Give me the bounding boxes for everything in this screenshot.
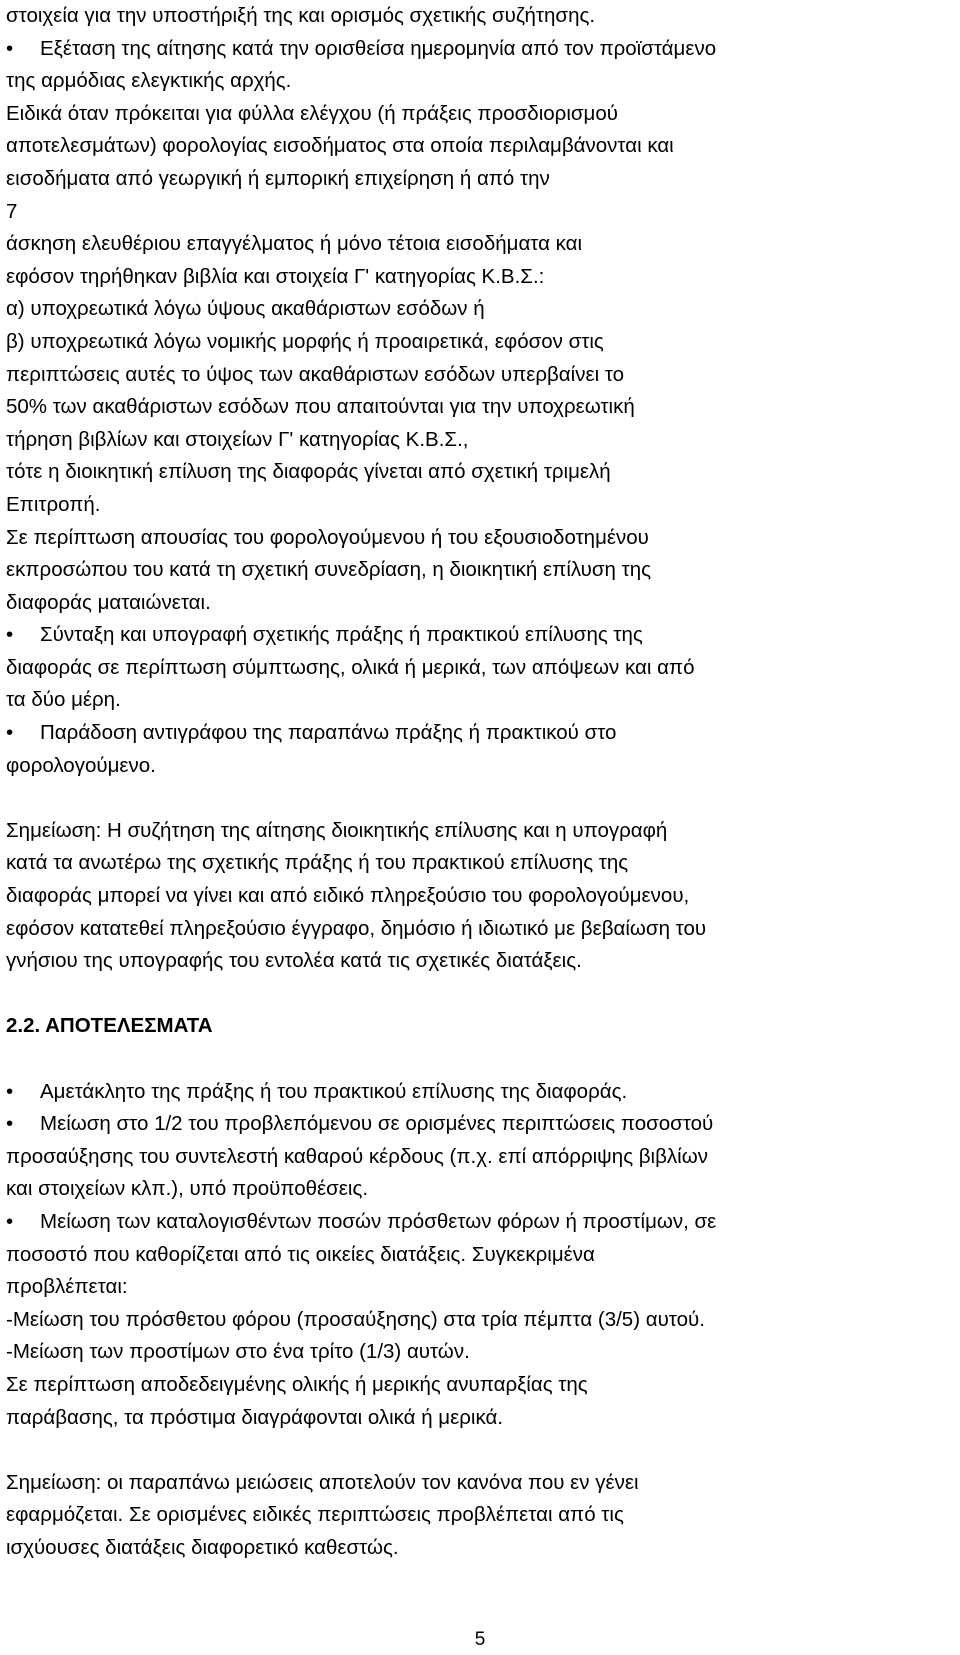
line-text: τήρηση βιβλίων και στοιχείων Γ' κατηγορίας Κ.Β.Σ., xyxy=(6,427,469,451)
paragraph-gap xyxy=(6,1043,956,1076)
line-text: περιπτώσεις αυτές το ύψος των ακαθάριστων εσόδων υπερβαίνει το xyxy=(6,362,625,386)
text-line xyxy=(6,228,956,261)
line-text: -Μείωση του πρόσθετου φόρου (προσαύξησης) στα τρία πέμπτα (3/5) αυτού. xyxy=(6,1307,705,1331)
line-text: της αρμόδιας ελεγκτικής αρχής. xyxy=(6,69,292,93)
text-line xyxy=(6,815,956,848)
text-line xyxy=(6,522,956,555)
text-line xyxy=(6,847,956,880)
text-line xyxy=(6,945,956,978)
line-text: διαφοράς ματαιώνεται. xyxy=(6,590,211,614)
text-line xyxy=(6,684,956,717)
line-text: εισοδήματα από γεωργική ή εμπορική επιχείρηση ή από την xyxy=(6,166,550,190)
line-text: ποσοστό που καθορίζεται από τις οικείες διατάξεις. Συγκεκριμένα xyxy=(6,1242,595,1266)
text-line xyxy=(6,1173,956,1206)
text-line xyxy=(6,1141,956,1174)
text-line xyxy=(6,1532,956,1565)
text-line xyxy=(6,587,956,620)
line-text: τα δύο μέρη. xyxy=(6,688,121,712)
line-text: Επιτροπή. xyxy=(6,492,101,516)
text-line xyxy=(6,652,956,685)
text-line xyxy=(6,163,956,196)
line-text: Σημείωση: οι παραπάνω μειώσεις αποτελούν τον κανόνα που εν γένει xyxy=(6,1470,639,1494)
line-text: Σημείωση: Η συζήτηση της αίτησης διοικητικής επίλυσης και η υπογραφή xyxy=(6,818,668,842)
line-text: εφόσον κατατεθεί πληρεξούσιο έγγραφο, δημόσιο ή ιδιωτικό με βεβαίωση του xyxy=(6,916,707,940)
section-heading xyxy=(6,1010,956,1043)
line-text: α) υποχρεωτικά λόγω ύψους ακαθάριστων εσόδων ή xyxy=(6,297,485,321)
text-line xyxy=(6,391,956,424)
text-line xyxy=(6,1108,956,1141)
text-line xyxy=(6,1467,956,1500)
text-line xyxy=(6,1206,956,1239)
bullet-icon: • xyxy=(6,1079,14,1103)
line-text: 2.2. ΑΠΟΤΕΛΕΣΜΑΤΑ xyxy=(6,1014,213,1038)
bullet-icon: • xyxy=(6,623,14,647)
line-text: 7 xyxy=(6,199,18,223)
line-text: β) υποχρεωτικά λόγω νομικής μορφής ή προαιρετικά, εφόσον στις xyxy=(6,329,604,353)
text-line xyxy=(6,489,956,522)
line-text: Αμετάκλητο της πράξης ή του πρακτικού επίλυσης της διαφοράς. xyxy=(40,1079,628,1103)
line-text: εφόσον τηρήθηκαν βιβλία και στοιχεία Γ' κατηγορίας Κ.Β.Σ.: xyxy=(6,264,545,288)
bullet-icon: • xyxy=(6,1209,14,1233)
document-body xyxy=(6,0,956,1565)
text-line xyxy=(6,750,956,783)
line-text: Εξέταση της αίτησης κατά την ορισθείσα ημερομηνία από τον προϊστάμενο xyxy=(40,36,717,60)
text-line xyxy=(6,65,956,98)
text-line xyxy=(6,1336,956,1369)
line-text: προσαύξησης του συντελεστή καθαρού κέρδους (π.χ. επί απόρριψης βιβλίων xyxy=(6,1144,708,1168)
line-text: διαφοράς μπορεί να γίνει και από ειδικό πληρεξούσιο του φορολογούμενου, xyxy=(6,884,690,908)
text-line xyxy=(6,293,956,326)
line-text: διαφοράς σε περίπτωση σύμπτωσης, ολικά ή μερικά, των απόψεων και από xyxy=(6,655,695,679)
text-line xyxy=(6,130,956,163)
text-line xyxy=(6,554,956,587)
page-number: 5 xyxy=(474,1629,486,1650)
line-text: άσκηση ελευθέριου επαγγέλματος ή μόνο τέτοια εισοδήματα και xyxy=(6,232,583,256)
line-text: εφαρμόζεται. Σε ορισμένες ειδικές περιπτώσεις προβλέπεται από τις xyxy=(6,1503,624,1527)
line-text: Σε περίπτωση απουσίας του φορολογούμενου ή του εξουσιοδοτημένου xyxy=(6,525,649,549)
text-line xyxy=(6,261,956,294)
line-text: γνήσιου της υπογραφής του εντολέα κατά τις σχετικές διατάξεις. xyxy=(6,949,582,973)
line-text: Ειδικά όταν πρόκειται για φύλλα ελέγχου (ή πράξεις προσδιορισμού xyxy=(6,101,618,125)
text-line xyxy=(6,1239,956,1272)
text-line xyxy=(6,1369,956,1402)
paragraph-gap xyxy=(6,978,956,1011)
paragraph-gap xyxy=(6,782,956,815)
line-text: -Μείωση των προστίμων στο ένα τρίτο (1/3) αυτών. xyxy=(6,1340,470,1364)
line-text: φορολογούμενο. xyxy=(6,753,156,777)
text-line xyxy=(6,0,956,33)
line-text: Παράδοση αντιγράφου της παραπάνω πράξης ή πρακτικού στο xyxy=(40,721,617,745)
text-line xyxy=(6,33,956,66)
text-line xyxy=(6,1304,956,1337)
text-line xyxy=(6,456,956,489)
line-text: κατά τα ανωτέρω της σχετικής πράξης ή του πρακτικού επίλυσης της xyxy=(6,851,629,875)
paragraph-gap xyxy=(6,1434,956,1467)
bullet-icon: • xyxy=(6,36,14,60)
line-text: Σε περίπτωση αποδεδειγμένης ολικής ή μερικής ανυπαρξίας της xyxy=(6,1372,588,1396)
bullet-icon: • xyxy=(6,721,14,745)
bullet-icon: • xyxy=(6,1112,14,1136)
line-text: Σύνταξη και υπογραφή σχετικής πράξης ή πρακτικού επίλυσης της xyxy=(40,623,643,647)
line-text: εκπροσώπου του κατά τη σχετική συνεδρίαση, η διοικητική επίλυση της xyxy=(6,558,651,582)
text-line xyxy=(6,880,956,913)
line-text: αποτελεσμάτων) φορολογίας εισοδήματος στα οποία περιλαμβάνονται και xyxy=(6,134,674,158)
line-text: 50% των ακαθάριστων εσόδων που απαιτούνται για την υποχρεωτική xyxy=(6,395,635,419)
text-line xyxy=(6,424,956,457)
text-line xyxy=(6,98,956,131)
text-line xyxy=(6,1076,956,1109)
text-line xyxy=(6,1271,956,1304)
text-line xyxy=(6,196,956,229)
line-text: Μείωση στο 1/2 του προβλεπόμενου σε ορισμένες περιπτώσεις ποσοστού xyxy=(40,1112,714,1136)
text-line xyxy=(6,717,956,750)
text-line xyxy=(6,359,956,392)
line-text: και στοιχείων κλπ.), υπό προϋποθέσεις. xyxy=(6,1177,369,1201)
text-line xyxy=(6,1499,956,1532)
text-line xyxy=(6,1402,956,1435)
line-text: παράβασης, τα πρόστιμα διαγράφονται ολικά ή μερικά. xyxy=(6,1405,504,1429)
line-text: προβλέπεται: xyxy=(6,1275,128,1299)
line-text: στοιχεία για την υποστήριξή της και ορισμός σχετικής συζήτησης. xyxy=(6,4,596,27)
text-line xyxy=(6,619,956,652)
text-line xyxy=(6,326,956,359)
line-text: Μείωση των καταλογισθέντων ποσών πρόσθετων φόρων ή προστίμων, σε xyxy=(40,1209,717,1233)
line-text: τότε η διοικητική επίλυση της διαφοράς γίνεται από σχετική τριμελή xyxy=(6,460,611,484)
text-line xyxy=(6,913,956,946)
line-text: ισχύουσες διατάξεις διαφορετικό καθεστώς. xyxy=(6,1535,399,1559)
